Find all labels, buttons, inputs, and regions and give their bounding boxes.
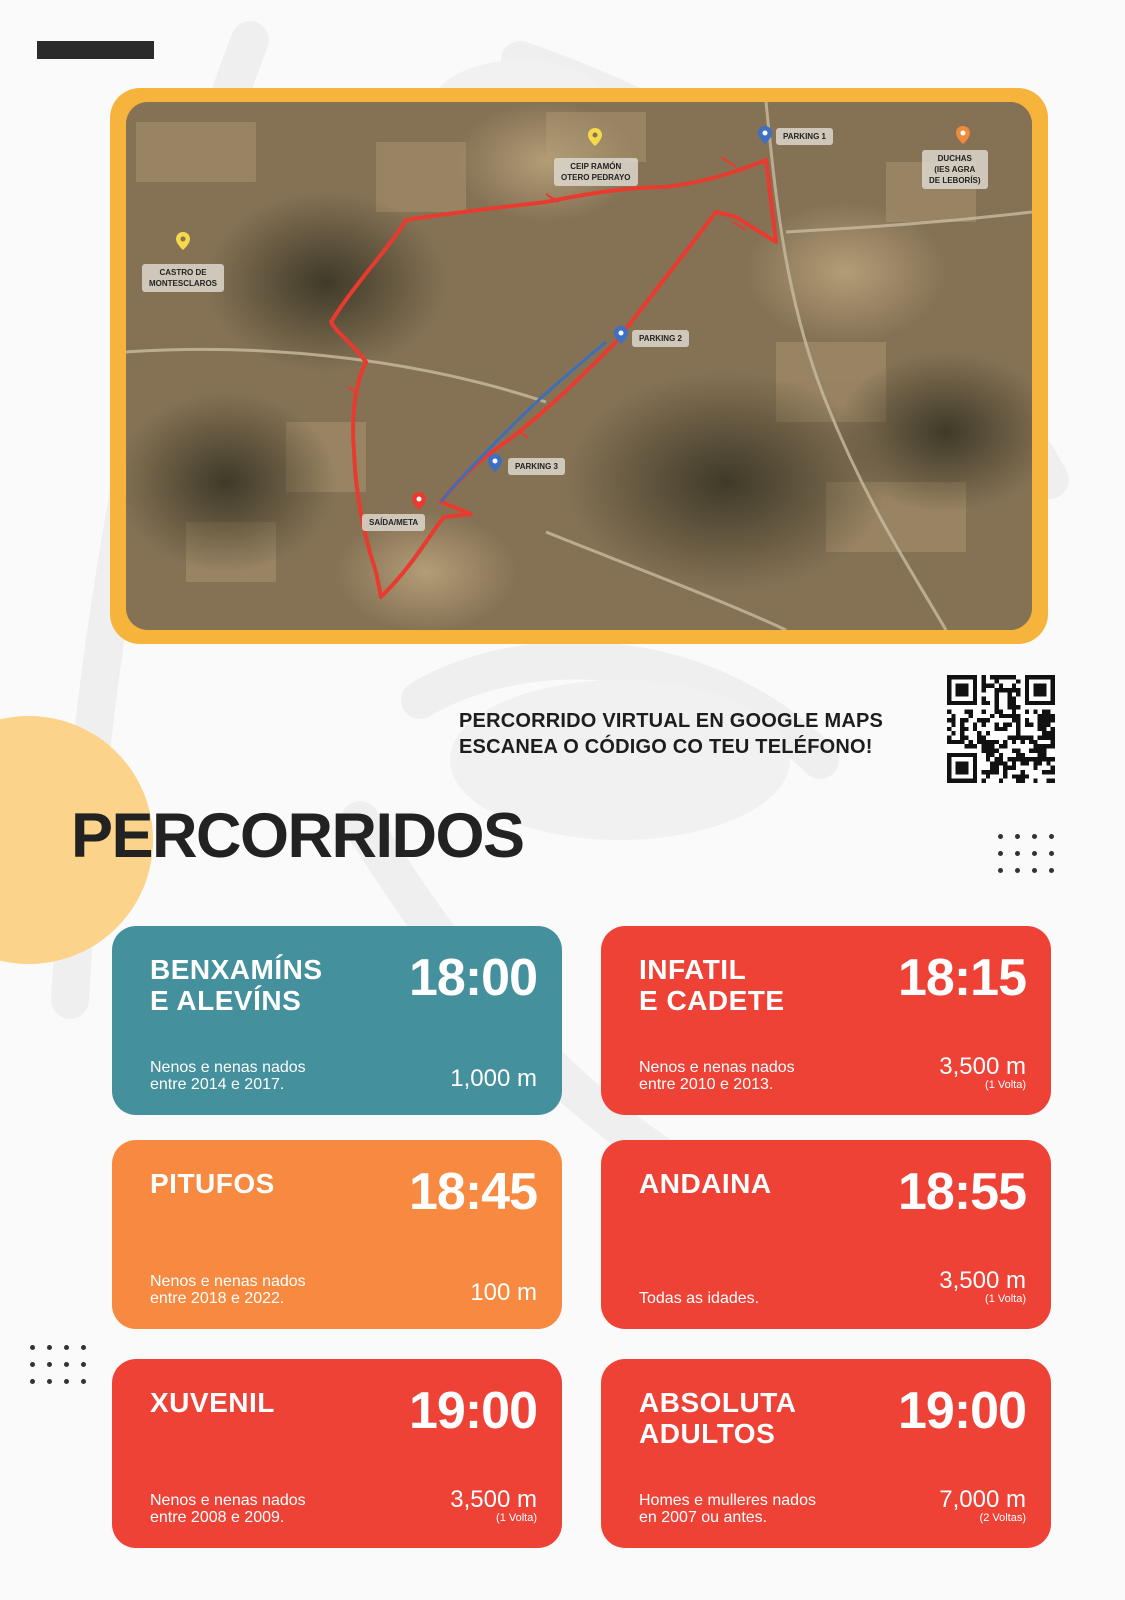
map-pin-yellow-icon <box>176 232 190 250</box>
race-card-absoluta <box>601 1359 1051 1548</box>
qr-code-icon[interactable] <box>947 675 1055 783</box>
race-name: INFATIL E CADETE <box>639 954 785 1016</box>
race-distance: 100 m <box>470 1279 537 1306</box>
map-label-castro: CASTRO DE MONTESCLAROS <box>142 264 224 292</box>
race-time: 18:45 <box>409 1163 537 1221</box>
race-time: 18:15 <box>898 949 1026 1007</box>
race-name: XUVENIL <box>150 1387 275 1418</box>
race-name: ABSOLUTA ADULTOS <box>639 1387 797 1449</box>
map-pin-red-icon <box>412 492 426 510</box>
route-map-frame <box>110 88 1048 644</box>
race-laps: (1 Volta) <box>985 1293 1026 1305</box>
map-label-parking2: PARKING 2 <box>632 330 689 347</box>
race-name: PITUFOS <box>150 1168 275 1199</box>
map-pin-blue-icon <box>614 326 628 344</box>
map-pin-orange-icon <box>956 126 970 144</box>
map-label-parking1: PARKING 1 <box>776 128 833 145</box>
race-description: Nenos e nenas nados entre 2014 e 2017. <box>150 1059 306 1093</box>
map-label-parking3: PARKING 3 <box>508 458 565 475</box>
qr-text-line1: PERCORRIDO VIRTUAL EN GOOGLE MAPS <box>459 710 884 732</box>
race-description: Homes e mulleres nados en 2007 ou antes. <box>639 1492 816 1526</box>
race-time: 18:00 <box>409 949 537 1007</box>
race-distance: 7,000 m (2 Voltas) <box>939 1486 1026 1524</box>
section-title: PERCORRIDOS <box>71 801 524 871</box>
race-time: 18:55 <box>898 1163 1026 1221</box>
race-time: 19:00 <box>409 1382 537 1440</box>
race-card-benxamins <box>112 926 562 1115</box>
race-card-andaina <box>601 1140 1051 1329</box>
race-description: Todas as idades. <box>639 1290 760 1307</box>
qr-call-to-action <box>459 708 929 760</box>
race-distance: 1,000 m <box>450 1065 537 1092</box>
decorative-dot-grid <box>998 834 1055 873</box>
qr-text-line2: ESCANEA O CÓDIGO CO TEU TELÉFONO! <box>459 736 873 758</box>
race-laps: (1 Volta) <box>496 1512 537 1524</box>
map-pin-yellow-icon <box>588 128 602 146</box>
decorative-dot-grid <box>30 1345 87 1384</box>
race-card-pitufos <box>112 1140 562 1329</box>
race-description: Nenos e nenas nados entre 2008 e 2009. <box>150 1492 306 1526</box>
race-description: Nenos e nenas nados entre 2018 e 2022. <box>150 1273 306 1307</box>
race-name: ANDAINA <box>639 1168 772 1199</box>
map-label-duchas: DUCHAS (IES AGRA DE LEBORÍS) <box>922 150 988 189</box>
map-label-ceip: CEIP RAMÓN OTERO PEDRAYO <box>554 158 638 186</box>
map-pin-blue-icon <box>488 454 502 472</box>
map-label-saida-meta: SAÍDA/META <box>362 514 425 531</box>
race-description: Nenos e nenas nados entre 2010 e 2013. <box>639 1059 795 1093</box>
top-accent-bar <box>37 41 154 59</box>
race-card-xuvenil <box>112 1359 562 1548</box>
route-map <box>126 102 1032 630</box>
race-distance: 3,500 m (1 Volta) <box>450 1486 537 1524</box>
race-distance: 3,500 m (1 Volta) <box>939 1267 1026 1305</box>
race-name: BENXAMÍNS E ALEVÍNS <box>150 954 323 1016</box>
race-time: 19:00 <box>898 1382 1026 1440</box>
race-card-infatil <box>601 926 1051 1115</box>
race-laps: (2 Voltas) <box>979 1512 1026 1524</box>
map-pin-blue-icon <box>758 126 772 144</box>
race-distance: 3,500 m (1 Volta) <box>939 1053 1026 1091</box>
race-laps: (1 Volta) <box>985 1079 1026 1091</box>
